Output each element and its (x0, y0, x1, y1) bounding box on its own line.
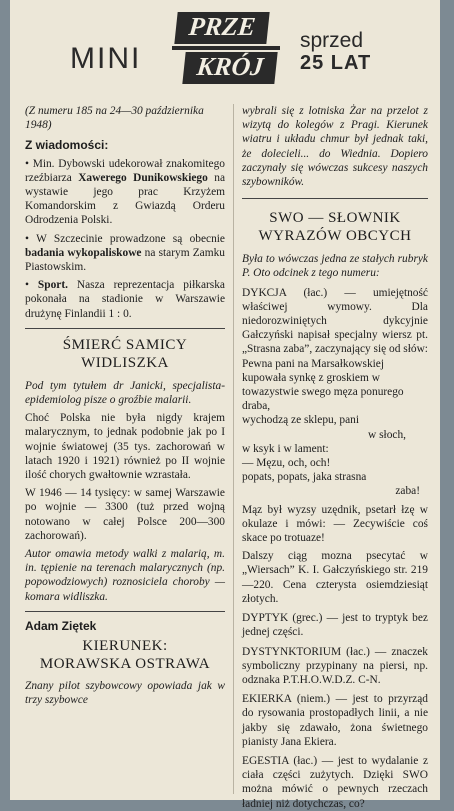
section-divider (25, 611, 225, 612)
right-column (242, 104, 428, 811)
mini-label: MINI (70, 42, 142, 75)
poem-line: popats, popats, jaka strasna (242, 471, 367, 484)
poem-line: zaba! (395, 485, 420, 498)
dictionary-title: WYRAZÓW OBCYCH (258, 228, 412, 245)
bullet-icon: • (25, 157, 29, 170)
logo-divider (172, 46, 280, 50)
article-continuation: wybrali się z lotniska Żar na przelot z wizytą do kolegów z Pragi. Kierunek wiatru i układu chmur był jednak taki, że dolecieli... do Wiednia. Dopiero zaczynały się wówczas sukcesy naszych szybowników. (242, 105, 428, 189)
section-divider (242, 198, 428, 199)
article-paragraph: W 1946 — 14 tysięcy: w samej Warszawie po wojnie — 3300 (tuż przed wojną notowano w całej Polsce 200—300 zachorowań). (25, 487, 225, 542)
dictionary-entry: EKIERKA (niem.) — jest to przyrząd do rysowania prostopadłych linii, a nie jakby się zdawało, żona świetnego pianisty Jana Ekiera. (242, 693, 428, 748)
bullet-icon: • (25, 279, 29, 292)
years-text: 25 LAT (300, 52, 372, 74)
poem-line: wychodzą ze sklepu, pani (242, 414, 360, 427)
author-name: Adam Ziętek (25, 618, 97, 633)
entry-term: EGESTIA (łac.) (242, 754, 318, 767)
dictionary-intro: Była to wówczas jedna ze stałych rubryk P. Oto odcinek z tego numeru: (242, 253, 428, 280)
source-note: (Z numeru 185 na 24—30 października 1948) (25, 105, 204, 132)
article-paragraph: Choć Polska nie była nigdy krajem malarycznym, to jednak podobnie jak po I wojnie światowej (35 tys. zachorowań w latach 1920 i 1921) również po II wojnie ilość chorych gwałtownie wzrastała. (25, 412, 225, 482)
article-title: MORAWSKA OSTRAWA (39, 656, 211, 673)
magazine-page (10, 0, 440, 810)
przekroj-logo (176, 12, 276, 92)
bullet-icon: • (25, 232, 29, 245)
news-item: • Min. Dybowski udekorował znakomitego rzeźbiarza Xawerego Dunikowskiego na wystawie jego prac Krzyżem Komandorskim z Gwiazdą Orderu Odrodzenia Polski. (25, 157, 225, 227)
dictionary-entry: DYPTYK (grec.) — jest to tryptyk bez jednej części. (242, 612, 428, 639)
article-title: ŚMIERĆ SAMICY WIDLISZKA (62, 336, 188, 371)
sprzed-text: sprzed (300, 29, 364, 52)
left-column (25, 104, 225, 708)
dictionary-entry: EGESTIA (łac.) — jest to wydalanie z ciała części zużytych. Dzięki SWO można mówić o pewnych rzeczach ładniej niż dotychczas, co? (242, 754, 428, 810)
article-paragraph: Autor omawia metody walki z malarią, m. in. tępienie na terenach malarycznych (np. popowodziowych) roznosiciela choroby — komara widliszka. (25, 548, 225, 603)
news-heading: Z wiadomości: (25, 138, 109, 153)
dictionary-entry: DYKCJA (łac.) — umiejętność właściwej wymowy. Dla niedorozwiniętych dykcyjnie Gałczyński napisał specjalny wiersz pt. „Strasna zaba”, zaczynający się od słów: (242, 286, 428, 356)
entry-term: DYPTYK (grec.) (242, 612, 323, 625)
poem-line: Pewna pani na Marsałkowskiej kupowała synkę z groskiem w towazystwie swego męza ponurego draba, (242, 357, 404, 413)
article-intro: Pod tym tytułem dr Janicki, specjalista-epidemiolog pisze o groźbie malarii. (25, 379, 225, 407)
entry-term: DYKCJA (łac.) (242, 286, 328, 299)
dictionary-title: SWO — SŁOWNIK (269, 210, 401, 227)
entry-term: DYSTYNKTORIUM (łac.) (242, 645, 370, 658)
poem-line: — Męzu, och, och! (242, 457, 331, 470)
years-ago-label (300, 30, 371, 74)
entry-term: EKIERKA (niem.) (242, 693, 331, 706)
column-divider (233, 104, 234, 794)
section-divider (25, 328, 225, 329)
logo-bottom-text: KRÓJ (182, 52, 277, 84)
entry-tail: Dalszy ciąg mozna psecytać w „Wiersach” K. I. Gałczyńskiego str. 219—220. Cena czterysta osiemdziesiąt złotych. (242, 550, 428, 605)
article-paragraph: Znany pilot szybowcowy opowiada jak w trzy szybowce (25, 680, 225, 707)
poem-line: w słoch, (368, 428, 406, 441)
article-title: KIERUNEK: (82, 638, 168, 655)
news-item: • Sport. Nasza reprezentacja piłkarska pokonała na stadionie w Warszawie drużynę Finlandii 1 : 0. (25, 279, 225, 320)
poem-line: w ksyk i w lament: (242, 442, 329, 455)
logo-top-text: PRZE (174, 12, 269, 44)
news-item: • W Szczecinie prowadzone są obecnie badania wykopaliskowe na starym Zamku Piastowskim. (25, 232, 225, 274)
sculptor-name: Xawerego Dunikowskiego (78, 171, 208, 184)
column-header (10, 0, 440, 98)
dictionary-entry: DYSTYNKTORIUM (łac.) — znaczek symboliczny przypinany na piersi, np. odznaka P.T.H.O.W.D.Z. C-N. (242, 645, 428, 686)
poem-line: Mąz był wyzsy uzędnik, psetarł łzę w okulaze i mówi: — Zecywiście coś skace po trotuaze! (242, 503, 428, 545)
